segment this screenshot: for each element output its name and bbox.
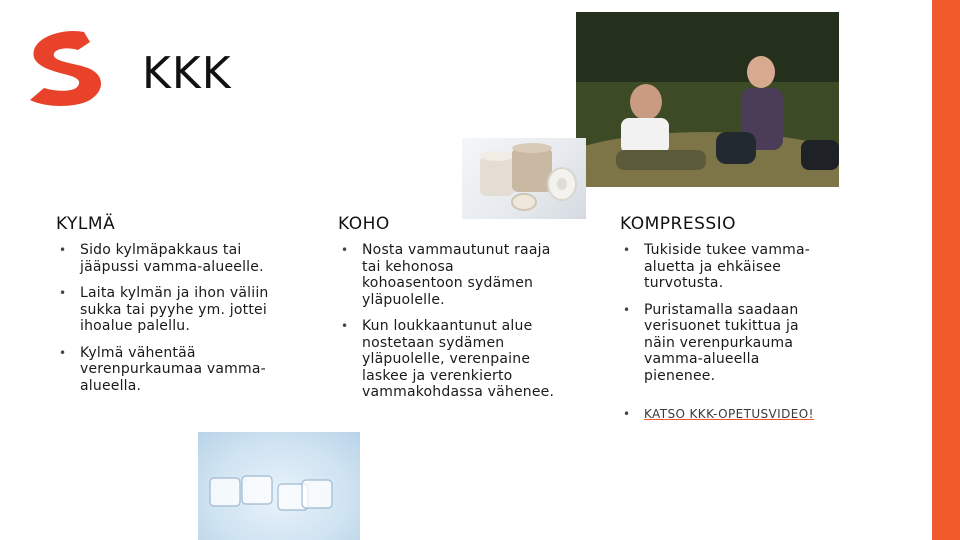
page-title: KKK: [142, 48, 232, 99]
list-item: [620, 406, 820, 423]
list-item: [620, 302, 820, 385]
bullet-icon: •: [623, 407, 631, 421]
bullet-icon: •: [623, 243, 631, 257]
bullet-text: Kun loukkaantunut alue nostetaan sydämen yläpuolelle, verenpaine laskee ja verenkierto vammakohdassa vähenee.: [362, 318, 555, 400]
bandage-rolls-photo: [462, 138, 586, 219]
bullet-text: Puristamalla saadaan verisuonet tukittua ja näin verenpurkauma vamma-alueella pienenee.: [644, 301, 799, 384]
bullet-icon: •: [623, 302, 631, 317]
bullet-icon: •: [59, 243, 67, 257]
column-heading: KOHO: [338, 214, 390, 234]
accent-band: [932, 0, 960, 540]
bullet-text: Nosta vammautunut raaja tai kehonosa kohoasentoon sydämen yläpuolelle.: [362, 242, 551, 308]
s-logo-icon: [24, 28, 112, 108]
column-kylma: [56, 214, 276, 394]
people-on-grass-photo: [576, 12, 839, 187]
bullet-icon: •: [341, 243, 349, 257]
list-item: [338, 318, 558, 401]
bullet-icon: •: [341, 319, 349, 333]
column-heading: KYLMÄ: [56, 214, 116, 234]
ice-cubes-photo: [198, 432, 360, 540]
bullet-text: Kylmä vähentää verenpurkaumaa vamma-alueella.: [80, 344, 266, 394]
list-item: [56, 285, 276, 335]
column-kompressio: [620, 214, 820, 423]
column-heading: KOMPRESSIO: [620, 214, 737, 234]
list-item: [620, 242, 820, 292]
video-link[interactable]: KATSO KKK-OPETUSVIDEO!: [644, 407, 814, 421]
list-item: [338, 242, 558, 308]
column-koho: [338, 214, 558, 401]
bullet-text: Laita kylmän ja ihon väliin sukka tai pyyhe ym. jottei ihoalue palellu.: [80, 285, 269, 334]
bullet-text: Tukiside tukee vamma-aluetta ja ehkäisee turvotusta.: [644, 242, 811, 291]
bullet-text: Sido kylmäpakkaus tai jääpussi vamma-alueelle.: [80, 242, 264, 275]
list-item: [56, 242, 276, 275]
bullet-icon: •: [59, 345, 67, 360]
bullet-icon: •: [59, 286, 67, 300]
list-item: [56, 345, 276, 395]
